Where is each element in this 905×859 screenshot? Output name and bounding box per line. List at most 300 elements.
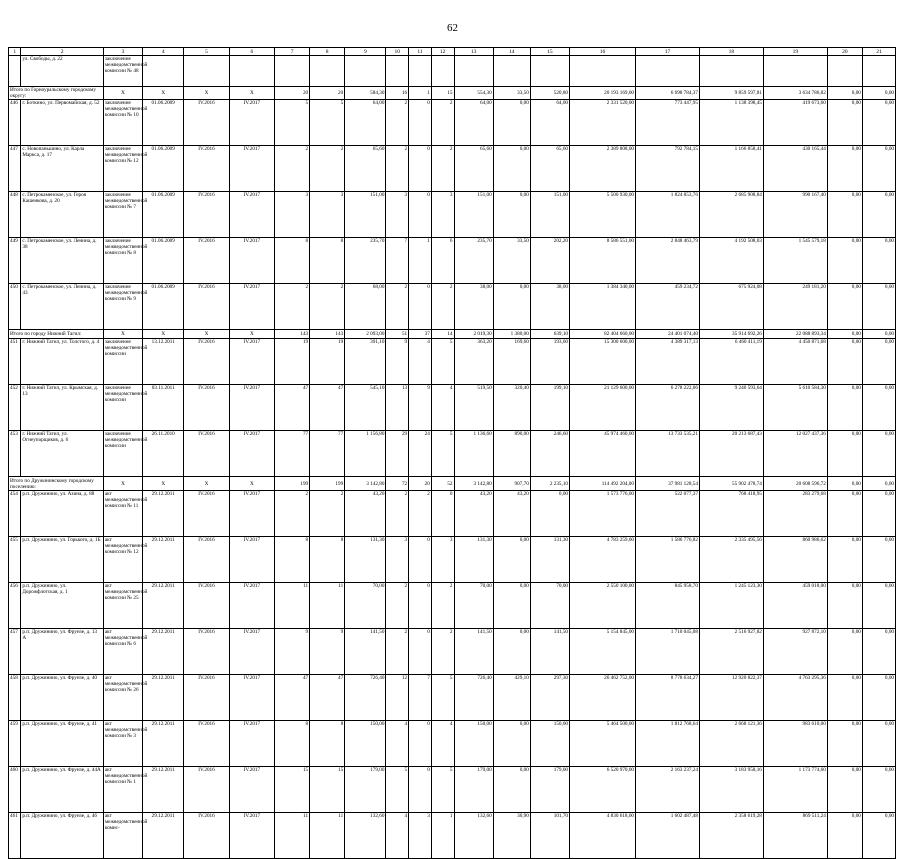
subtotal-cell: 1 380,00 bbox=[493, 330, 530, 339]
subtotal-cell: 0,00 bbox=[827, 87, 862, 100]
table-cell: 1 710 045,08 bbox=[636, 629, 700, 675]
table-cell: 45 974 460,00 bbox=[570, 431, 636, 477]
subtotal-cell: X bbox=[184, 330, 229, 339]
table-cell: 7 bbox=[409, 675, 432, 721]
subtotal-cell: 20 bbox=[275, 87, 310, 100]
table-cell: 2 bbox=[409, 491, 432, 537]
table-cell: 545,10 bbox=[345, 385, 386, 431]
table-cell: 461 bbox=[9, 813, 21, 859]
table-cell: 9 bbox=[310, 629, 345, 675]
table-cell: 150,00 bbox=[530, 721, 569, 767]
table-cell: 150,00 bbox=[454, 721, 493, 767]
table-cell: 3 bbox=[409, 813, 432, 859]
table-cell: 4 192 508,03 bbox=[699, 238, 763, 284]
table-cell: 4 763 295,36 bbox=[763, 675, 827, 721]
table-cell: 927 872,10 bbox=[763, 629, 827, 675]
table-cell: IV.2017 bbox=[229, 813, 274, 859]
column-number-cell: 3 bbox=[103, 48, 142, 56]
table-cell: 1 138 398,45 bbox=[699, 100, 763, 146]
table-cell: 5 500 930,00 bbox=[570, 192, 636, 238]
subtotal-cell: 114 492 204,00 bbox=[570, 477, 636, 491]
table-cell: 0,00 bbox=[493, 537, 530, 583]
table-cell: г. Нижний Тагил, ул. Толстого, д. 4 bbox=[21, 339, 104, 385]
table-cell: 845 958,70 bbox=[636, 583, 700, 629]
table-cell: 0,00 bbox=[493, 284, 530, 330]
table-cell: 869 511,24 bbox=[763, 813, 827, 859]
table-cell: 5 bbox=[431, 339, 454, 385]
table-cell: IV.2017 bbox=[229, 192, 274, 238]
table-cell: г. Боткино, ул. Первомайская, д. 52 bbox=[21, 100, 104, 146]
table-cell: заключение межведомственной комиссии № 12 bbox=[103, 146, 142, 192]
subtotal-cell: 554,30 bbox=[454, 87, 493, 100]
subtotal-cell: X bbox=[103, 477, 142, 491]
table-cell: 2 685 908,84 bbox=[699, 192, 763, 238]
table-cell: 792 784,15 bbox=[636, 146, 700, 192]
table-cell: 11 bbox=[275, 813, 310, 859]
table-cell: 5 bbox=[310, 100, 345, 146]
table-cell: 101,70 bbox=[530, 813, 569, 859]
table-cell: 0,00 bbox=[827, 339, 862, 385]
table-cell: 47 bbox=[310, 385, 345, 431]
table-cell: 132,60 bbox=[454, 813, 493, 859]
table-cell: 1 173 774,60 bbox=[763, 767, 827, 813]
table-cell: 6 520 970,00 bbox=[570, 767, 636, 813]
table-cell: 30,90 bbox=[493, 813, 530, 859]
table-cell: 151,00 bbox=[345, 192, 386, 238]
column-number-cell: 17 bbox=[636, 48, 700, 56]
table-cell: 1 bbox=[409, 238, 432, 284]
column-number-cell: 12 bbox=[431, 48, 454, 56]
table-cell bbox=[229, 56, 274, 87]
subtotal-cell: 33,50 bbox=[493, 87, 530, 100]
table-cell: заключение межведомственной комиссии bbox=[103, 431, 142, 477]
table-cell: 2 bbox=[310, 146, 345, 192]
table-cell: 2 358 619,28 bbox=[699, 813, 763, 859]
subtotal-cell: 20 193 169,00 bbox=[570, 87, 636, 100]
table-cell: IV.2016 bbox=[184, 192, 229, 238]
table-cell: IV.2017 bbox=[229, 675, 274, 721]
table-cell: IV.2017 bbox=[229, 721, 274, 767]
table-cell: 1 573 776,00 bbox=[570, 491, 636, 537]
table-cell: 448 bbox=[9, 192, 21, 238]
table-cell: 0,00 bbox=[827, 146, 862, 192]
table-cell: акт межведомственной комиссии № 12 bbox=[103, 537, 142, 583]
subtotal-cell: 143 bbox=[310, 330, 345, 339]
subtotal-cell: X bbox=[184, 87, 229, 100]
table-cell: 2 bbox=[431, 629, 454, 675]
table-cell: 249 181,20 bbox=[763, 284, 827, 330]
table-cell: 179,00 bbox=[345, 767, 386, 813]
subtotal-cell: 0,00 bbox=[827, 477, 862, 491]
table-cell: 5 154 845,00 bbox=[570, 629, 636, 675]
subtotal-cell: 0,00 bbox=[862, 330, 895, 339]
table-cell: 4 830 618,00 bbox=[570, 813, 636, 859]
table-cell: 2 668 121,36 bbox=[699, 721, 763, 767]
table-row bbox=[9, 339, 896, 385]
table-cell: 1 166 858,41 bbox=[699, 146, 763, 192]
subtotal-cell: X bbox=[229, 330, 274, 339]
table-cell: 4 389 317,13 bbox=[636, 339, 700, 385]
table-row bbox=[9, 100, 896, 146]
table-cell: 2 516 927,82 bbox=[699, 629, 763, 675]
table-cell: 33,50 bbox=[493, 238, 530, 284]
table-cell: 0 bbox=[409, 192, 432, 238]
table-cell: р.п. Дружинино, ул. Фрунзе, д. 13 А bbox=[21, 629, 104, 675]
table-cell: 0,00 bbox=[862, 238, 895, 284]
table-cell bbox=[9, 56, 21, 87]
table-cell: 01.06.2009 bbox=[143, 238, 184, 284]
table-cell: 0,00 bbox=[862, 537, 895, 583]
table-cell: с. Петрокаменское, ул. Ленина, д. 38 bbox=[21, 238, 104, 284]
table-cell: 3 bbox=[431, 192, 454, 238]
table-cell: 1 824 853,76 bbox=[636, 192, 700, 238]
table-cell: 4 bbox=[409, 339, 432, 385]
table-cell: 430 165,44 bbox=[763, 146, 827, 192]
table-cell: 983 610,00 bbox=[763, 721, 827, 767]
subtotal-cell: 20 608 596,72 bbox=[763, 477, 827, 491]
table-cell: р.п. Дружинино, ул. Фрунзе, д. 44А bbox=[21, 767, 104, 813]
table-row bbox=[9, 721, 896, 767]
subtotal-cell: 199 bbox=[275, 477, 310, 491]
table-cell: 65,60 bbox=[454, 146, 493, 192]
table-cell: 0,00 bbox=[827, 629, 862, 675]
table-cell: 2 bbox=[310, 491, 345, 537]
table-cell: 70,00 bbox=[530, 583, 569, 629]
table-cell: 64,00 bbox=[345, 100, 386, 146]
subtotal-cell: 2 235,10 bbox=[530, 477, 569, 491]
table-cell: 2 335 495,56 bbox=[699, 537, 763, 583]
table-cell: 141,50 bbox=[454, 629, 493, 675]
table-cell: акт межведомственной комиссии № 1 bbox=[103, 767, 142, 813]
table-cell: г. Нижний Тагил, ул. Крымская, д. 13 bbox=[21, 385, 104, 431]
table-cell: 1 136,60 bbox=[454, 431, 493, 477]
table-cell: 29.12.2011 bbox=[143, 583, 184, 629]
table-cell: 4 450 871,68 bbox=[763, 339, 827, 385]
column-number-cell: 6 bbox=[229, 48, 274, 56]
table-cell: 0,00 bbox=[862, 767, 895, 813]
table-cell: 77 bbox=[275, 431, 310, 477]
table-cell: 726,40 bbox=[454, 675, 493, 721]
table-cell: 5 bbox=[431, 767, 454, 813]
table-cell: IV.2016 bbox=[184, 537, 229, 583]
table-cell: 419 673,60 bbox=[763, 100, 827, 146]
table-cell: IV.2017 bbox=[229, 491, 274, 537]
table-cell: 5 464 500,00 bbox=[570, 721, 636, 767]
table-cell: IV.2017 bbox=[229, 583, 274, 629]
table-cell: IV.2017 bbox=[229, 100, 274, 146]
table-cell: акт межведомственной комиссии № 11 bbox=[103, 491, 142, 537]
table-cell: 131,30 bbox=[454, 537, 493, 583]
table-cell: 0,00 bbox=[862, 284, 895, 330]
table-cell: IV.2017 bbox=[229, 146, 274, 192]
column-number-cell: 7 bbox=[275, 48, 310, 56]
table-row bbox=[9, 629, 896, 675]
table-cell: 26 462 752,00 bbox=[570, 675, 636, 721]
table-cell: 0 bbox=[409, 721, 432, 767]
table-cell: 235,70 bbox=[345, 238, 386, 284]
table-cell: 0,00 bbox=[827, 385, 862, 431]
table-row bbox=[9, 537, 896, 583]
table-cell: IV.2016 bbox=[184, 284, 229, 330]
table-cell: 522 077,37 bbox=[636, 491, 700, 537]
subtotal-cell: 37 981 128,54 bbox=[636, 477, 700, 491]
table-cell: IV.2016 bbox=[184, 767, 229, 813]
column-number-cell: 9 bbox=[345, 48, 386, 56]
table-cell bbox=[530, 56, 569, 87]
column-number-cell: 8 bbox=[310, 48, 345, 56]
table-cell: 0,00 bbox=[862, 813, 895, 859]
table-cell bbox=[431, 56, 454, 87]
table-cell: 01.06.2009 bbox=[143, 146, 184, 192]
subtotal-cell: 520,80 bbox=[530, 87, 569, 100]
table-cell: 2 bbox=[386, 284, 409, 330]
subtotal-cell: X bbox=[143, 330, 184, 339]
table-cell: 3 bbox=[275, 192, 310, 238]
table-cell: 447 bbox=[9, 146, 21, 192]
subtotal-cell: 82 404 660,00 bbox=[570, 330, 636, 339]
table-cell: 0,00 bbox=[827, 431, 862, 477]
subtotal-cell: X bbox=[184, 477, 229, 491]
table-cell: акт межведомственной комис- bbox=[103, 813, 142, 859]
table-cell: 1 245 123,30 bbox=[699, 583, 763, 629]
table-cell: 3 bbox=[310, 192, 345, 238]
table-cell: 0 bbox=[409, 583, 432, 629]
table-cell: 64,00 bbox=[530, 100, 569, 146]
table-cell: 13 bbox=[386, 385, 409, 431]
subtotal-cell: 22 088 893,34 bbox=[763, 330, 827, 339]
table-cell: 9 bbox=[409, 385, 432, 431]
table-cell: 320,40 bbox=[493, 385, 530, 431]
table-cell: IV.2016 bbox=[184, 385, 229, 431]
table-cell: 1 812 768,64 bbox=[636, 721, 700, 767]
table-cell: 131,30 bbox=[345, 537, 386, 583]
column-number-cell: 4 bbox=[143, 48, 184, 56]
table-row bbox=[9, 385, 896, 431]
table-cell: 0,00 bbox=[862, 629, 895, 675]
table-cell: 9 bbox=[275, 629, 310, 675]
table-cell: 429,10 bbox=[493, 675, 530, 721]
table-cell: 43,20 bbox=[345, 491, 386, 537]
table-cell: 15 300 600,00 bbox=[570, 339, 636, 385]
table-cell: 19 bbox=[310, 339, 345, 385]
subtotal-cell: 584,30 bbox=[345, 87, 386, 100]
table-cell: 451 bbox=[9, 339, 21, 385]
table-cell: р.п. Дружинино, ул. Фрунзе, д. 46 bbox=[21, 813, 104, 859]
subtotal-cell: X bbox=[143, 477, 184, 491]
column-number-cell: 2 bbox=[21, 48, 104, 56]
table-cell: 0,00 bbox=[493, 100, 530, 146]
table-cell: 0,00 bbox=[493, 767, 530, 813]
table-cell: IV.2017 bbox=[229, 629, 274, 675]
table-cell bbox=[763, 56, 827, 87]
table-cell: 43,20 bbox=[454, 491, 493, 537]
table-cell: 0 bbox=[409, 100, 432, 146]
table-cell: 4 bbox=[386, 721, 409, 767]
table-cell: 29.12.2011 bbox=[143, 629, 184, 675]
table-cell: 3 bbox=[386, 537, 409, 583]
table-cell: 77 bbox=[310, 431, 345, 477]
table-cell: 6 bbox=[431, 238, 454, 284]
table-cell: 0,00 bbox=[827, 813, 862, 859]
table-cell: 13.12.2011 bbox=[143, 339, 184, 385]
column-number-cell: 19 bbox=[763, 48, 827, 56]
table-cell: 29.12.2011 bbox=[143, 767, 184, 813]
subtotal-cell: 0,00 bbox=[827, 330, 862, 339]
table-cell: 283 279,68 bbox=[763, 491, 827, 537]
table-cell: 29 bbox=[386, 431, 409, 477]
table-cell: 03.11.2011 bbox=[143, 385, 184, 431]
subtotal-cell: 907,70 bbox=[493, 477, 530, 491]
table-cell: 2 bbox=[431, 100, 454, 146]
table-cell: р.п. Дружинино, ул. Азина, д. 88 bbox=[21, 491, 104, 537]
table-cell: 8 bbox=[275, 238, 310, 284]
table-cell: 12 027 437,36 bbox=[763, 431, 827, 477]
table-cell: 2 bbox=[431, 284, 454, 330]
table-cell: 460 bbox=[9, 767, 21, 813]
table-cell: 1 156,80 bbox=[345, 431, 386, 477]
table-cell: 150,00 bbox=[345, 721, 386, 767]
subtotal-cell: 2 093,00 bbox=[345, 330, 386, 339]
table-cell: 773 447,95 bbox=[636, 100, 700, 146]
table-cell: 13 733 535,21 bbox=[636, 431, 700, 477]
table-cell: IV.2016 bbox=[184, 583, 229, 629]
table-cell: 01.06.2009 bbox=[143, 192, 184, 238]
table-cell: 0,00 bbox=[493, 192, 530, 238]
table-cell bbox=[570, 56, 636, 87]
subtotal-cell: X bbox=[229, 477, 274, 491]
table-cell: 9 bbox=[386, 339, 409, 385]
table-cell: р.п. Дружинино, ул. Дорожфлотская, д. 1 bbox=[21, 583, 104, 629]
table-cell: 8 bbox=[310, 238, 345, 284]
subtotal-cell: 20 bbox=[409, 477, 432, 491]
table-cell: 459 018,00 bbox=[763, 583, 827, 629]
table-cell: заключение межведомственной комиссии bbox=[103, 385, 142, 431]
subtotal-cell: 37 bbox=[409, 330, 432, 339]
table-cell: 12 bbox=[386, 675, 409, 721]
table-cell: 11 bbox=[310, 583, 345, 629]
table-cell: 2 bbox=[275, 284, 310, 330]
table-cell: с. Петрокаменское, ул. Ленина, д. 43 bbox=[21, 284, 104, 330]
table-cell: 2 bbox=[386, 629, 409, 675]
table-cell: IV.2017 bbox=[229, 767, 274, 813]
table-cell: р.п. Дружинино, ул. Фрунзе, д. 40 bbox=[21, 675, 104, 721]
table-cell: 179,00 bbox=[454, 767, 493, 813]
table-cell: IV.2016 bbox=[184, 813, 229, 859]
subtotal-cell: 20 bbox=[310, 87, 345, 100]
table-cell: 131,30 bbox=[530, 537, 569, 583]
subtotal-cell: 52 bbox=[431, 477, 454, 491]
table-cell: ул. Свободы, д. 22 bbox=[21, 56, 104, 87]
table-cell: 38,00 bbox=[454, 284, 493, 330]
table-cell: 8 bbox=[275, 537, 310, 583]
table-cell: 459 234,72 bbox=[636, 284, 700, 330]
subtotal-cell: 9 859 597,81 bbox=[699, 87, 763, 100]
table-cell: 43,20 bbox=[493, 491, 530, 537]
subtotal-cell: 1 bbox=[409, 87, 432, 100]
subtotal-cell: 0,00 bbox=[862, 87, 895, 100]
table-row bbox=[9, 583, 896, 629]
table-cell: 8 778 634,27 bbox=[636, 675, 700, 721]
table-cell: р.п. Дружинино, ул. Фрунзе, д. 41 bbox=[21, 721, 104, 767]
table-cell: 0,00 bbox=[862, 146, 895, 192]
table-cell: 519,50 bbox=[454, 385, 493, 431]
table-cell: IV.2016 bbox=[184, 146, 229, 192]
table-cell: 1 384 340,00 bbox=[570, 284, 636, 330]
table-cell: 8 bbox=[310, 721, 345, 767]
table-cell: IV.2017 bbox=[229, 385, 274, 431]
table-cell: 5 bbox=[386, 767, 409, 813]
table-cell: 457 bbox=[9, 629, 21, 675]
column-number-cell: 18 bbox=[699, 48, 763, 56]
table-cell: 0,00 bbox=[862, 385, 895, 431]
table-cell: 47 bbox=[310, 675, 345, 721]
subtotal-cell: 51 bbox=[386, 330, 409, 339]
table-cell bbox=[386, 56, 409, 87]
table-cell: 1 602 487,48 bbox=[636, 813, 700, 859]
table-cell: 456 bbox=[9, 583, 21, 629]
subtotal-cell: 199 bbox=[310, 477, 345, 491]
table-cell: 0,00 bbox=[827, 767, 862, 813]
table-cell: 151,00 bbox=[454, 192, 493, 238]
table-cell: 151,00 bbox=[530, 192, 569, 238]
table-cell: 20 213 687,43 bbox=[699, 431, 763, 477]
table-cell: 141,50 bbox=[345, 629, 386, 675]
table-cell: 0,00 bbox=[827, 238, 862, 284]
table-cell: 458 bbox=[9, 675, 21, 721]
table-cell bbox=[636, 56, 700, 87]
table-cell: 2 331 520,00 bbox=[570, 100, 636, 146]
subtotal-label: Итого по Горноуральскому городскому округу: bbox=[9, 87, 104, 100]
table-cell bbox=[275, 56, 310, 87]
subtotal-row bbox=[9, 330, 896, 339]
subtotal-cell: 143 bbox=[275, 330, 310, 339]
table-row bbox=[9, 284, 896, 330]
table-cell: 12 920 822,37 bbox=[699, 675, 763, 721]
table-cell: 4 bbox=[386, 813, 409, 859]
table-cell: 29.12.2011 bbox=[143, 675, 184, 721]
table-cell: 179,00 bbox=[530, 767, 569, 813]
resettlement-table bbox=[8, 47, 896, 859]
table-cell: 890,00 bbox=[493, 431, 530, 477]
table-row bbox=[9, 813, 896, 859]
table-row bbox=[9, 431, 896, 477]
table-cell: IV.2016 bbox=[184, 339, 229, 385]
table-cell: 1 bbox=[431, 813, 454, 859]
table-cell: 70,00 bbox=[345, 583, 386, 629]
subtotal-cell: 0,00 bbox=[862, 477, 895, 491]
table-cell: 6 460 411,19 bbox=[699, 339, 763, 385]
table-cell bbox=[493, 56, 530, 87]
table-cell: 8 bbox=[310, 537, 345, 583]
table-row bbox=[9, 767, 896, 813]
column-number-cell: 10 bbox=[386, 48, 409, 56]
subtotal-cell: X bbox=[103, 87, 142, 100]
table-cell: 2 550 100,00 bbox=[570, 583, 636, 629]
subtotal-cell: X bbox=[229, 87, 274, 100]
table-cell: 453 bbox=[9, 431, 21, 477]
table-cell: 202,20 bbox=[530, 238, 569, 284]
table-cell: 0,00 bbox=[827, 192, 862, 238]
subtotal-cell: 3 142,80 bbox=[345, 477, 386, 491]
table-cell: 450 bbox=[9, 284, 21, 330]
table-cell: 0,00 bbox=[862, 491, 895, 537]
table-cell: 449 bbox=[9, 238, 21, 284]
table-cell: IV.2017 bbox=[229, 339, 274, 385]
table-cell: 141,50 bbox=[530, 629, 569, 675]
table-cell: заключение межведомственной комиссии № 48 bbox=[103, 56, 142, 87]
table-cell: 70,00 bbox=[454, 583, 493, 629]
table-cell: акт межведомственной комиссии № 3 bbox=[103, 721, 142, 767]
